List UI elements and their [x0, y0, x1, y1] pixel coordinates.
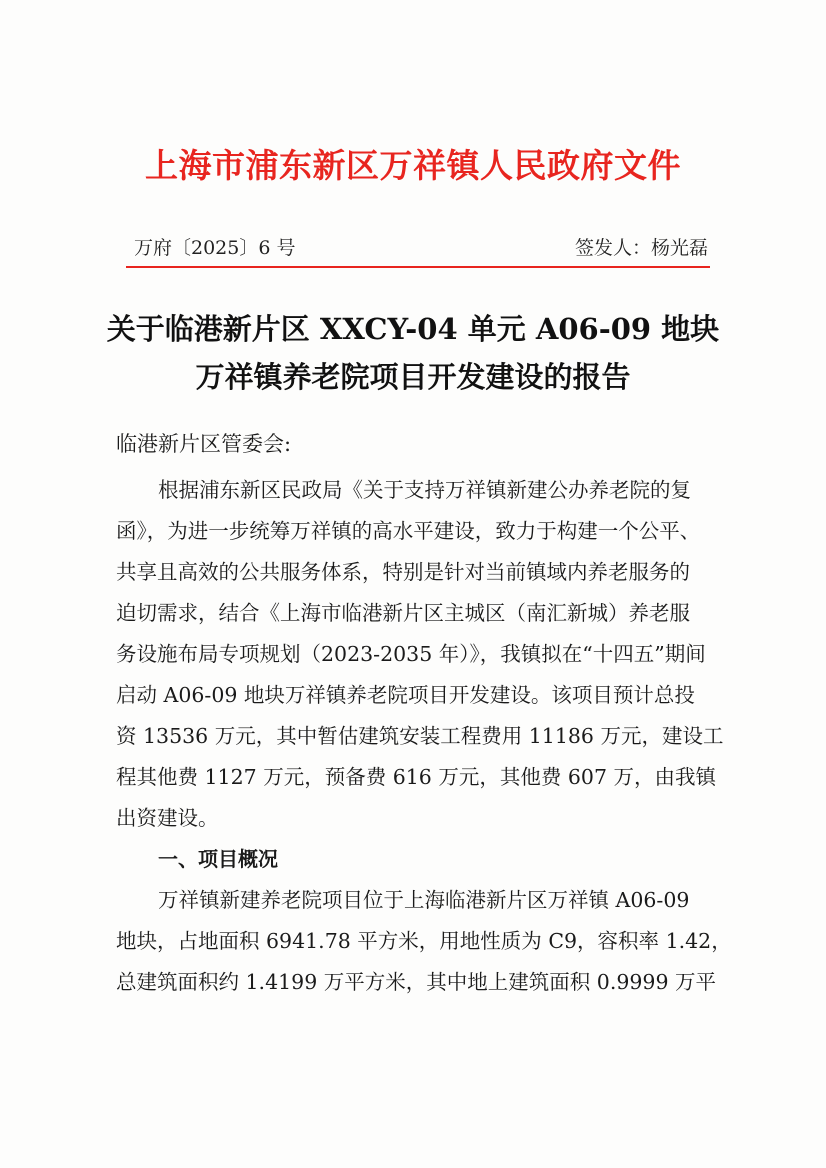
- paragraph-1-line-3: 共享且高效的公共服务体系，特别是针对当前镇域内养老服务的: [116, 560, 690, 584]
- paragraph-1-line-2: 函》，为进一步统筹万祥镇的高水平建设，致力于构建一个公平、: [116, 519, 701, 543]
- report-title: [0, 305, 826, 401]
- document-number: 万府〔2025〕6 号: [134, 237, 296, 259]
- section-1-line-2: 地块，占地面积 6941.78 平方米，用地性质为 C9，容积率 1.42，: [116, 929, 732, 953]
- addressee: 临港新片区管委会:: [116, 432, 292, 456]
- section-1-line-3: 总建筑面积约 1.4199 万平方米，其中地上建筑面积 0.9999 万平: [116, 970, 717, 994]
- report-title-line-1: 关于临港新片区 XXCY-04 单元 A06-09 地块: [106, 312, 720, 346]
- paragraph-1-line-8: 程其他费 1127 万元，预备费 616 万元，其他费 607 万，由我镇: [116, 765, 717, 789]
- paragraph-1-line-1: 根据浦东新区民政局《关于支持万祥镇新建公办养老院的复: [158, 478, 691, 502]
- paragraph-1-line-6: 启动 A06-09 地块万祥镇养老院项目开发建设。该项目预计总投: [116, 683, 695, 707]
- signer: 签发人：杨光磊: [574, 237, 708, 259]
- red-divider-line: [126, 266, 710, 268]
- paragraph-1-line-4: 迫切需求，结合《上海市临港新片区主城区（南汇新城）养老服: [116, 601, 690, 625]
- paragraph-1: [116, 470, 730, 839]
- document-body: [116, 470, 730, 1003]
- report-title-line-2: 万祥镇养老院项目开发建设的报告: [195, 360, 631, 394]
- section-1-paragraph: [116, 880, 730, 1003]
- paragraph-1-line-5: 务设施布局专项规划（2023-2035 年）》，我镇拟在“十四五”期间: [116, 642, 706, 666]
- issuer-header-title: 上海市浦东新区万祥镇人民政府文件: [145, 146, 681, 185]
- section-1-line-1: 万祥镇新建养老院项目位于上海临港新片区万祥镇 A06-09: [158, 888, 690, 912]
- section-1-heading: 一、项目概况: [158, 847, 278, 871]
- paragraph-1-line-7: 资 13536 万元，其中暂估建筑安装工程费用 11186 万元，建设工: [116, 724, 724, 748]
- paragraph-1-line-9: 出资建设。: [116, 806, 219, 830]
